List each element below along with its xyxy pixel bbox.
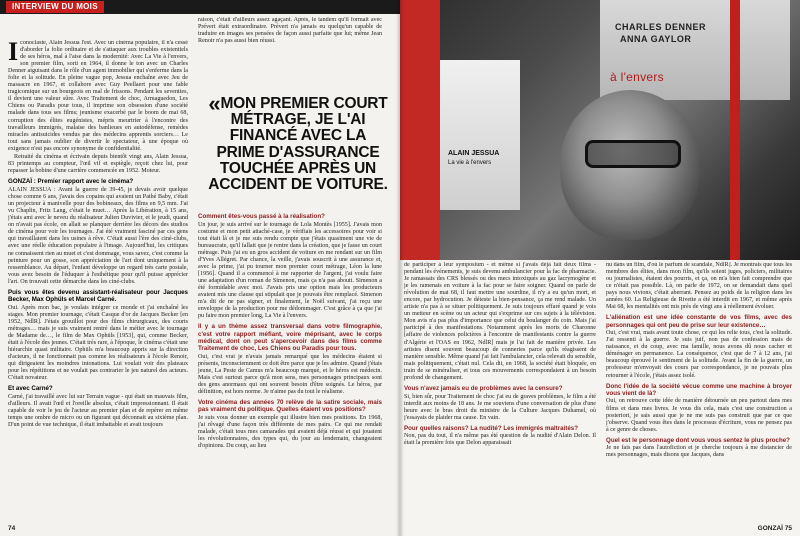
film-poster-small [440,60,520,210]
question-7: Vous n'avez jamais eu de problèmes avec la censure? [404,384,563,392]
page-footer-right [758,525,792,532]
answer-1: ALAIN JESSUA : Avant la guerre de 39-45, je devais avoir quelque chose comme 6 ans, j'avais des copains qui avaient un Pathé Baby, c'était un projecteur à manivelle pour des bobineaux, des films en 9,5 mm. J'ai vu Chaplin, Fritz Lang, c'était le muet… Après la Libération, à 15 ans, j'étais ami avec le neveu du réalisateur Julien Duvivier, et le jeudi, quand on n'avait pas école, on allait se planquer derrière les décors des studios de cinéma pour voir les tournages. J'ai été vraiment fasciné par ces gens qui travaillaient dans les usines à rêve. C'était aussi l'ère des ciné-clubs, avec une réelle éducation populaire à l'image. Aujourd'hui, les critiques ne connaissent rien au muet et c'est dommage, vous savez, c'est comme la peinture pour un gosse, son appréciation de l'art dont uniquement à la ressemblance. Au départ, l'enfant développe un regard très carte postale, vous avez besoin de l'éduquer à l'esthétique pour qu'il puisse apprécier l'art. On trouvait cette démarche dans les ciné-clubs. [8,187,188,285]
answer-5: Oui, c'est vrai je n'avais jamais remarqué que les médecins étaient si présents, inconsciemment ce doit être parce que je les admire. Quand j'étais jeune, La Peste de Camus m'a beaucoup marqué, et le héros est médecin. Mais c'est surtout parce qu'à mon sens, mes personnages principaux sont des gens anormaux qui ont souvent besoin d'être soignés. Le héros, par définition, est hors norme. Je n'aime pas du tout le réalisme. [198,353,382,395]
question-2: Puis vous êtes devenu assistant-réalisateur pour Jacques Becker, Max Ophüls et Marcel Carné. [8,288,188,303]
question-4: Comment êtes-vous passé à la réalisation? [198,213,325,220]
page-number-right: 75 [784,525,792,532]
answer-10: Oui, on retrouve cette idée de manière détournée un peu partout dans mes films et dans mes livres. Je vous dis cela, mais c'est une construction a posteriori, je sais aussi que je ne me suis pas construit que par ce que j'observe. Quand vous êtes dans le processus d'écriture, vous ne pensez pas à ce genre de choses. [606,398,792,433]
column-middle [198,210,382,524]
column-continued [198,17,382,93]
column-intro [8,40,188,524]
column-right-2 [606,262,792,524]
small-poster-name: ALAIN JESSUA [448,150,500,157]
question-1: GONZAÏ : Premier rapport avec le cinéma? [8,178,134,186]
section-label: INTERVIEW DU MOIS [6,1,104,13]
question-11: Quel est le personnage dont vous vous sentez le plus proche? [606,436,790,444]
answer-11: Je ne fais pas dans l'autofiction et je cherche toujours à me distancier de mes personnages, mais disons que Jacques, dans [606,445,792,459]
question-6: Votre cinéma des années 70 relève de la satire sociale, mais pas vraiment du politique. Quelles étaient vos positions? [198,398,382,414]
question-3: Et avec Carné? [8,385,53,393]
glasses-icon [585,140,681,168]
intro-text: conoclaste, Alain Jessua l'est. Avec un cinéma populaire, il n'a cessé d'aborder la folie ordinaire et de s'attaquer aux troubles existentiels de ses héros, mal à l'aise dans la modernité: Avec La Vie à l'envers, son premier film, sorti en 1964, il donne le ton avec un Charles Denner aiguisant dans le rôle d'un agent immobilier qui s'enferme dans la folie et la solitude. En pleine vague pop, Jessua enchaîne avec Jeu de massacre en 1967, et collabore avec Guy Peellaert pour une fable tragicomique sur un bourgeois en mal de frissons. Pendant les seventies, il devient une valeur sûre. Avec Traitement de choc, Armaguedon, Les Chiens ou Paradis pour tous, il imprime son obsession d'une société malade dans tous ses films; jeunisme exacerbé par le boom de mai 68, corruption des élites eugénistes, mépris meurtrier à l'encontre des travailleurs immigrés, malaise des banlieues en autodéfense, remèdes miracles antisuicides vendus par des médecins apprentis sorciers… Le tout sans jamais oublier de divertir le spectateur, à une époque où exigence n'est pas encore synonyme de confidentialité. [8,40,188,152]
column-right-1 [404,262,596,524]
quote-mark-icon: « [208,91,221,116]
answer-4: Un jour, je suis arrivé sur le tournage de Lola Montès [1955]. J'avais mon costume et mon petit attaché-case, je vérifiais les accessoires pour voir si tout était là et je me suis rendu compte que j'étais quasiment une vie de bureaucrate, qu'il fallait que je rentre dans la création, que je fasse un court métrage. Puis j'ai eu un gros accident de voiture en me rendant sur un film d'Yves Allégret. Par chance, la veille, j'avais souscrit à une assurance et, avec la prime, j'ai pu tourner mon premier court métrage, Léon la lune [1956]. Quand il a commencé à me rapporter de l'argent, j'ai voulu faire une adaptation d'un roman de Simenon, mais ça n'a pas abouti. Simenon a été formidable avec moi. J'avais pris une option mais les producteurs avaient mis une clause qui stipulait que je pouvais être remplacé. Simenon m'a dit de ne pas signer, et finalement, le Noël suivant, j'ai reçu une enveloppe de la production pour me dédommager. C'est grâce à ça que j'ai pu faire mon premier long, La Vie à l'envers. [198,221,382,320]
film-poster-background [600,0,790,100]
drop-cap: I [8,40,19,66]
answer-6: Je suis vous donner un exemple qui illustre bien mes positions. En 1968, j'ai rêvagé d'une façon très différente de mes pairs. Ce qui me rendait malade, c'était tous mes camarades qui avaient déjà réussi et qui jouaient les révolutionnaires, des types qui, du jour au lendemain, changeaient d'opinions. Du coup, au lieu [198,414,382,450]
continued-text: raison, c'était d'ailleurs assez agaçant. Après, le tandem qu'il formait avec Prévert était extraordinaire. Prévert n'a jamais eu quelqu'un capable de traduire en images ses pensées de façon aussi parfaite que lui; même Jean Renoir n'a pas aussi bien réussi. [198,17,382,45]
answer-2: Oui. Après mon bac, je voulais intégrer ce monde et j'ai enchaîné les stages. Mon premier tournage, c'était Casque d'or de Jacques Becker [en 1952, NdlR]. J'étais grouillot pour des films chirurgicaux, des courts métrages… mais je suis vraiment rentré dans le métier avec le tournage de Madame de…, le film de Max Ophüls [1953], qui, comme Becker, était à l'école des jeunes. C'était très rare, à l'époque, le cinéma c'était une hiérarchie quasi militaire. Ophüls m'a beaucoup appris sur la direction d'acteurs, il ne fonctionnait pas comme les réalisateurs à l'école Renoir, qui dirigeaient les moindres intonations. Lui voulait voir des plateaux pour les répétitions et ne voulait pas contrarier le jeu naturel des acteurs. C'était novateur. [8,304,188,382]
magazine-name: GONZAÏ [757,525,783,532]
question-5: Il y a un thème assez transversal dans votre filmographie, c'est votre rapport méfiant, voire méprisant, avec le corps médical, dont on peut s'apercevoir dans des films comme Traitement de choc, Les Chiens ou Paradis pour tous. [198,323,382,352]
answer-7: Si, bien sûr, pour Traitement de choc j'ai eu de graves problèmes, le film a été interdit aux moins de 18 ans. Je me souviens d'une conversation de plus d'une heure avec le bras droit du ministre de la Culture Jacques Duhamel, où j'essayais de plaider ma cause. En vain. [404,393,596,421]
answer-continued: de participer à leur symposium - et même si j'avais déjà fait deux films - pendant les événements, je suis devenu ambulancier pour la fac de pharmacie. Je ramassais des CRS blessés ou des mecs intoxiqués au gaz lacrymogène et je les ramenais en voiture à la fac pour se faire soigner. Quand on parle de révolution de mai 68, il faut mettre une sourdine, il n'y a eu qu'un mort, et encore, par hydrocution. Je déteste la bien-pensance, ça me rend malade. Un artiste n'a pas à se situer politiquement. Je suis toujours effaré quand je vois un metteur en scène ou un acteur qui s'exprime sur ces sujets à la télévision. Mon avis n'a pas plus d'importance que celui du boulanger du coin. Mais j'ai participé à des manifestations. Notamment après les morts de Charonne [affaire de violences policières à l'encontre de manifestants contre la guerre d'Algérie et l'OAS en 1962, NdlR] mais je l'ai fait de manière privée. Les artistes disent souvent beaucoup de conneries parce qu'ils réagissent de manière sensible. Même quand j'ai fait l'ambulancier, cela relevait du sensible, mais politiquement, c'était nul. Cela dit, en 1968, la société était bloquée, en train de se minéraliser, et tous ces mouvements correspondaient à un besoin profond de changement. [404,262,596,381]
pull-quote [204,91,392,194]
red-poster-edge [400,0,440,260]
page-number-left: 74 [8,525,16,532]
answer-continued-2: nu dans un film, d'où le parfum de scandale, NdlR]. Je montrais que tous les membres des élites, dans mon film, qu'ils soient juges, policiers, militaires ou journalistes, étaient des pourris, et ça, on m'a bien fait comprendre que ce n'était pas possible. Là, on parle de 1972, on se demandait dans quel pays nous vivions, c'était aberrant. Pensez au poids de la religion dans les années 60. La Religieuse de Rivette a été interdit en 1967, et même après Mai 68, les mentalités ont mis près de vingt ans à réellement évoluer. [606,262,792,311]
answer-8: Non, pas du tout, il n'a même pas été question de la nudité d'Alain Delon. Il était la première fois que Delon apparaissait [404,433,596,447]
answer-9: Oui, c'est vrai, mais avant toute chose, ce qui les relie tous, c'est la solitude. J'ai ressenti à la guerre. Je suis juif, non pas de confession mais de naissance, et du coup, avec ma famille, nous avons dû nous cacher et déménager en permanence. La conséquence, c'est que de 7 à 12 ans, j'ai beaucoup éprouvé le sentiment de la solitude. Avant la fin de la guerre, un professeur m'envoyait des cours par correspondance, je ne pouvais plus retourner à l'école, j'étais assez isolé. [606,330,792,379]
intro-paragraph [8,40,188,153]
section-header-bar [0,0,400,14]
poster-title: à l'envers [610,70,664,84]
poster-actor-2: ANNA GAYLOR [620,34,692,44]
small-poster-title: La vie à l'envers [448,160,492,166]
page-gutter [396,0,404,536]
poster-actor-1: CHARLES DENNER [615,22,707,32]
question-8: Pour quelles raisons? La nudité? Les immigrés maltraités? [404,424,578,432]
pull-quote-text: MON PREMIER COURT MÉTRAGE, JE L'AI FINANCÉ AVEC LA PRIME D'ASSURANCE TOUCHÉE APRÈS UN ACCIDENT DE VOITURE. [208,95,388,194]
question-10: Donc l'idée de la société vécue comme une machine à broyer vous vient de là? [606,382,792,397]
question-9: L'aliénation est une idée constante de vos films, avec des personnages qui ont peu de prise sur leur existence… [606,314,792,329]
red-stripe [730,0,740,260]
intro-paragraph-2: Retraité du cinéma et écrivain depuis bientôt vingt ans, Alain Jessua, 83 printemps au compteur, l'œil vif et espiègle, reçoit chez lui, pour repasser la bobine d'une carrière commencée en 1952. Moteur. [8,154,188,175]
answer-3: Carné, j'ai travaillé avec lui sur Terrain vague - qui était un mauvais film, d'ailleurs. Il avait l'œil et l'oreille absolus, c'était impressionnant. Il était capable de voir le jeu de l'acteur au premier plan et de repérer en même temps une ombre de micro ou un figurant qui déconnait au sixième plan. D'un point de vue technique, il était imbattable et avait toujours [8,393,188,429]
